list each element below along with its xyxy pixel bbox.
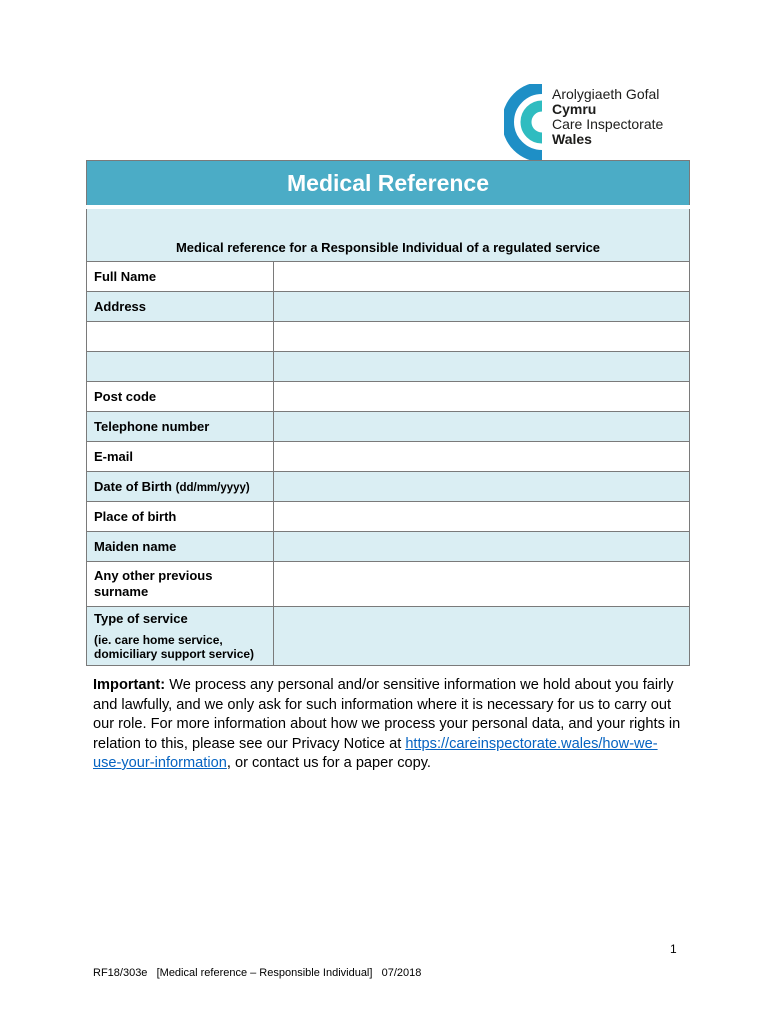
address-line-3-label[interactable]: [87, 352, 274, 382]
dob-label: [87, 472, 274, 502]
logo-line-3: Care Inspectorate: [552, 116, 664, 132]
dob-field[interactable]: [274, 472, 690, 502]
other-surname-label: [87, 562, 274, 607]
medical-reference-form: [86, 160, 690, 666]
logo-line-2: Cymru: [552, 101, 597, 117]
service-type-note-2: domiciliary support service): [94, 647, 255, 661]
address-label: Address: [87, 292, 274, 322]
privacy-notice-link[interactable]: https://careinspectorate.wales/how-we-use-your-information: [93, 735, 658, 771]
logo-mark-icon: [504, 84, 550, 160]
full-name-label: Full Name: [87, 262, 274, 292]
post-code-label: Post code: [87, 382, 274, 412]
logo-line-4: Wales: [552, 131, 592, 147]
address-line-2-label[interactable]: [87, 322, 274, 352]
service-type-note-1: (ie. care home service,: [94, 633, 223, 647]
place-of-birth-field[interactable]: [274, 502, 690, 532]
notice-text-1: We process any personal and/or sensitive information we hold about you fairly and lawfully, and we only ask for such information where it is necessary for us to carry out our role. For more information about how we process your personal data, and your rights in relation to this, please see our Privacy Notice at: [93, 677, 681, 752]
page-number: 1: [670, 942, 677, 956]
place-of-birth-label: Place of birth: [87, 502, 274, 532]
post-code-field[interactable]: [274, 382, 690, 412]
notice-text-2: , or contact us for a paper copy.: [226, 755, 431, 771]
logo-text: [552, 87, 663, 147]
telephone-field[interactable]: [274, 412, 690, 442]
dob-label-text: Date of Birth: [94, 479, 172, 494]
address-line-3-field[interactable]: [274, 352, 690, 382]
email-label: E-mail: [87, 442, 274, 472]
other-surname-field[interactable]: [274, 562, 690, 607]
form-title: Medical Reference: [87, 161, 690, 208]
other-surname-line-2: surname: [94, 584, 149, 599]
privacy-notice: [93, 676, 683, 774]
email-field[interactable]: [274, 442, 690, 472]
form-subtitle: Medical reference for a Responsible Individual of a regulated service: [87, 207, 690, 262]
maiden-name-label: Maiden name: [87, 532, 274, 562]
logo: [504, 84, 694, 160]
maiden-name-field[interactable]: [274, 532, 690, 562]
full-name-field[interactable]: [274, 262, 690, 292]
dob-format-hint: (dd/mm/yyyy): [175, 482, 250, 494]
logo-line-1: Arolygiaeth Gofal: [552, 86, 660, 102]
telephone-label: Telephone number: [87, 412, 274, 442]
service-type-label: [87, 607, 274, 666]
address-field[interactable]: [274, 292, 690, 322]
address-line-2-field[interactable]: [274, 322, 690, 352]
service-type-text: Type of service: [94, 611, 188, 626]
other-surname-line-1: Any other previous: [94, 568, 213, 583]
document-footer: RF18/303e [Medical reference – Responsible Individual] 07/2018: [93, 967, 422, 979]
notice-lead: Important:: [93, 677, 166, 693]
service-type-field[interactable]: [274, 607, 690, 666]
